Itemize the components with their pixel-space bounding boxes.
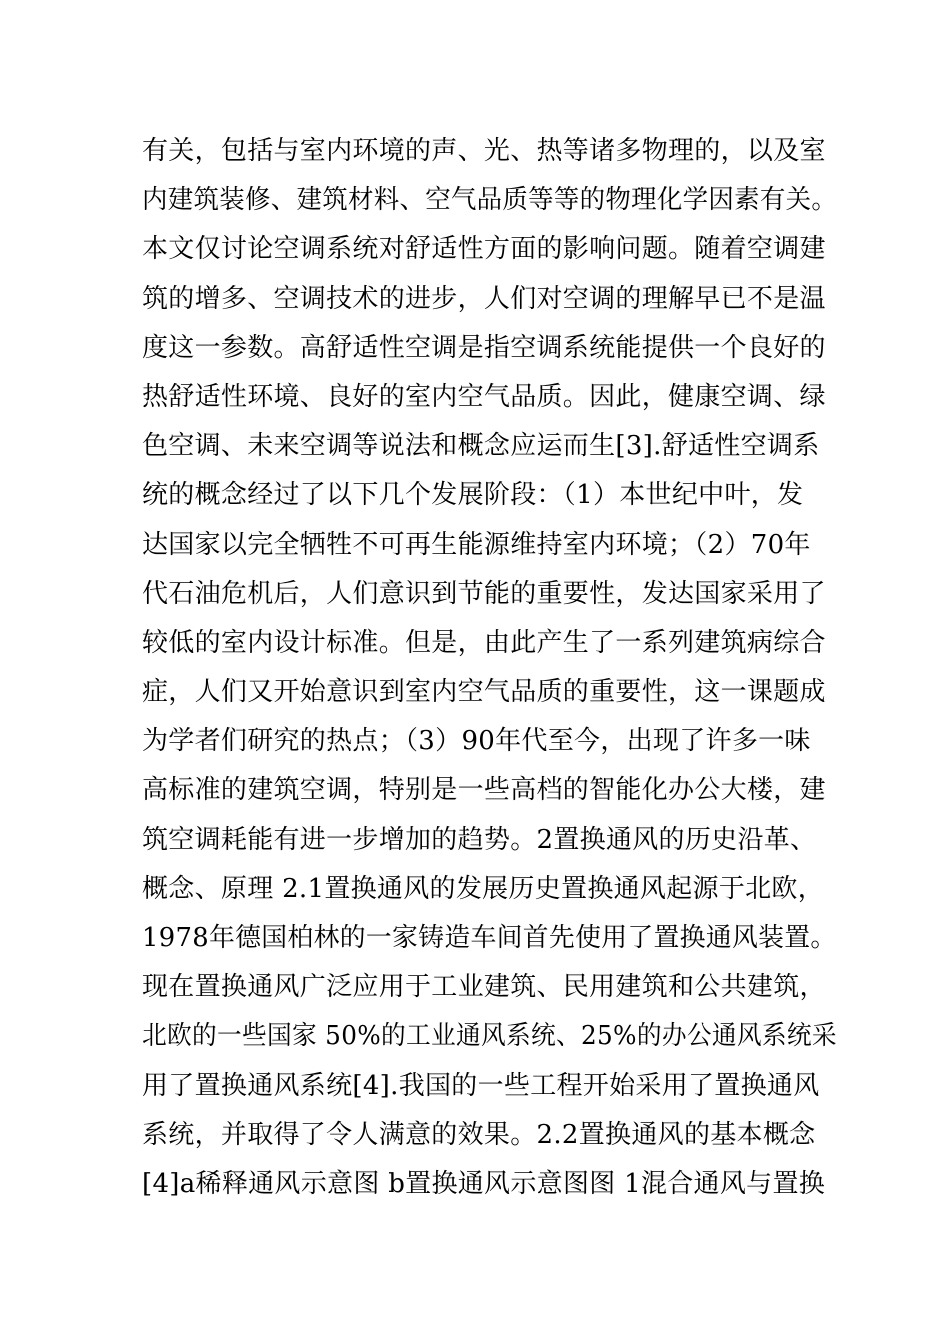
text-line: 为学者们研究的热点；（3）90年代至今，出现了许多一味 [142,726,811,757]
text-line: 热舒适性环境、良好的室内空气品质。因此，健康空调、绿 [142,381,826,412]
body-text [142,127,838,1209]
text-line: 北欧的一些国家 50%的工业通风系统、25%的办公通风系统采 [142,1021,837,1052]
text-line: 内建筑装修、建筑材料、空气品质等等的物理化学因素有关。 [142,185,838,216]
text-line: [4]a稀释通风示意图 b置换通风示意图图 1混合通风与置换 [142,1168,826,1199]
text-line: 代石油危机后，人们意识到节能的重要性，发达国家采用了 [142,578,826,609]
text-line: 有关，包括与室内环境的声、光、热等诸多物理的，以及室 [142,136,826,166]
text-line: 色空调、未来空调等说法和概念应运而生[3].舒适性空调系 [142,431,820,462]
text-line: 较低的室内设计标准。但是，由此产生了一系列建筑病综合 [142,627,826,658]
text-line: 系统，并取得了令人满意的效果。2.2置换通风的基本概念 [142,1119,816,1150]
text-line: 用了置换通风系统[4].我国的一些工程开始采用了置换通风 [142,1070,820,1101]
text-line: 统的概念经过了以下几个发展阶段：（1）本世纪中叶，发 [142,480,804,511]
text-line: 度这一参数。高舒适性空调是指空调系统能提供一个良好的 [142,332,826,363]
text-line: 筑空调耗能有进一步增加的趋势。2置换通风的历史沿革、 [142,824,817,855]
text-line: 高标准的建筑空调，特别是一些高档的智能化办公大楼，建 [142,775,826,806]
text-line: 现在置换通风广泛应用于工业建筑、民用建筑和公共建筑， [142,972,826,1003]
text-line: 本文仅讨论空调系统对舒适性方面的影响问题。随着空调建 [142,234,826,265]
text-line: 达国家以完全牺牲不可再生能源维持室内环境；（2）70年 [142,529,811,560]
text-line: 症，人们又开始意识到室内空气品质的重要性，这一课题成 [142,677,826,708]
text-line: 概念、原理 2.1置换通风的发展历史置换通风起源于北欧， [142,873,825,904]
text-line: 筑的增多、空调技术的进步，人们对空调的理解早已不是温 [142,283,826,314]
text-line: 1978年德国柏林的一家铸造车间首先使用了置换通风装置。 [142,923,837,953]
